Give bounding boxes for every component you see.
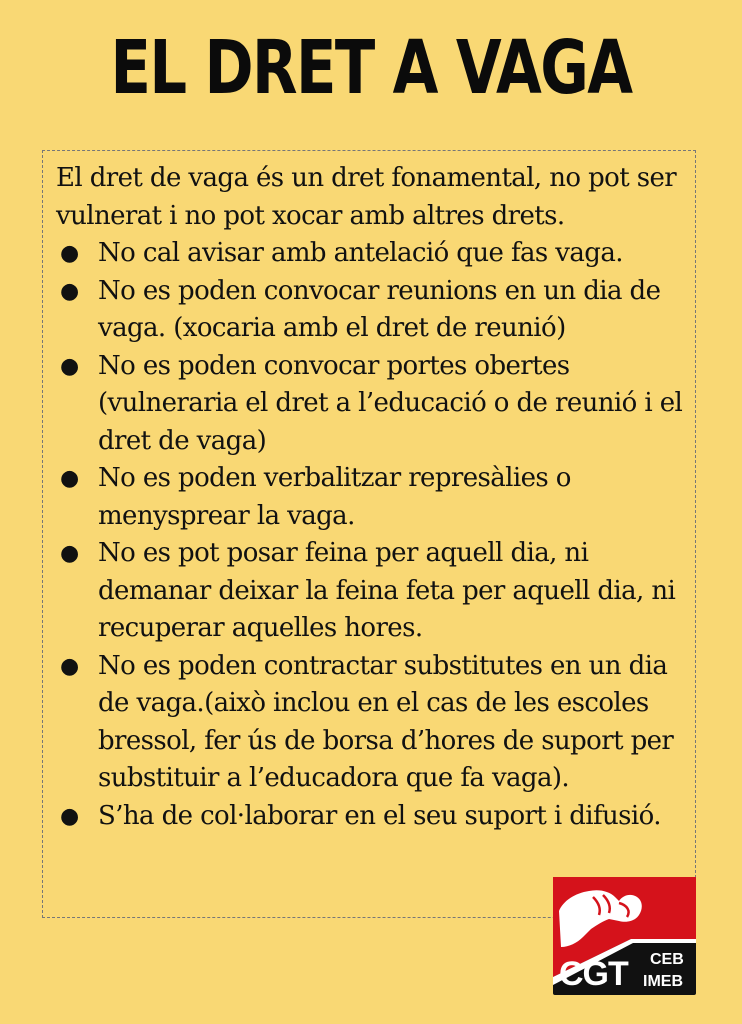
list-item-text: No es pot posar feina per aquell dia, ni demanar deixar la feina feta per aquell dia, ni recuperar aquelles hores. <box>98 538 676 643</box>
page-title: EL DRET A VAGA <box>110 25 632 111</box>
list-item <box>56 798 696 836</box>
bullet-icon: ● <box>60 803 79 829</box>
list-item-text: No cal avisar amb antelació que fas vaga. <box>98 238 623 268</box>
list-item-text: No es poden convocar portes obertes (vulneraria el dret a l’educació o de reunió i el dret de vaga) <box>98 350 683 456</box>
logo-sub-text-2: IMEB <box>643 973 683 990</box>
logo-sub-text-1: CEB <box>650 951 684 968</box>
list-item-text: S’ha de col·laborar en el seu suport i difusió. <box>98 800 661 831</box>
intro-text: El dret de vaga és un dret fonamental, no pot ser vulnerat i no pot xocar amb altres drets. <box>56 163 677 231</box>
logo-main-text: CGT <box>559 955 628 993</box>
rights-list <box>56 235 696 835</box>
bullet-icon: ● <box>60 466 79 491</box>
bullet-icon: ● <box>60 653 79 679</box>
bullet-icon: ● <box>60 353 79 379</box>
list-item-text: No es poden contractar substitutes en un dia de vaga.(això inclou en el cas de les escoles bressol, fer ús de borsa d’hores de suport per substituir a l’educadora que fa vaga). <box>98 650 674 793</box>
content-area <box>56 160 696 835</box>
list-item-text: No es poden verbalitzar represàlies o menysprear la vaga. <box>98 463 571 531</box>
list-item <box>56 460 696 535</box>
list-item <box>56 348 696 461</box>
cgt-logo <box>553 877 696 995</box>
list-item <box>56 235 696 273</box>
bullet-icon: ● <box>60 278 79 304</box>
list-item <box>56 648 696 798</box>
list-item <box>56 273 696 348</box>
bullet-icon: ● <box>60 541 79 566</box>
list-item-text: No es poden convocar reunions en un dia de vaga. (xocaria amb el dret de reunió) <box>98 275 661 343</box>
bullet-icon: ● <box>60 241 79 266</box>
list-item <box>56 535 696 648</box>
